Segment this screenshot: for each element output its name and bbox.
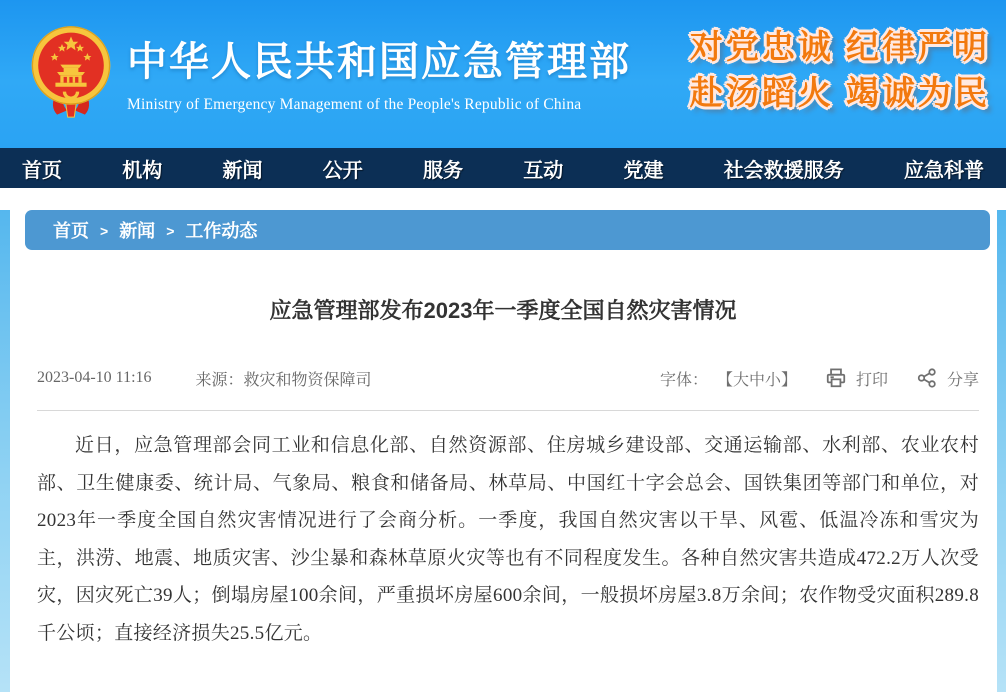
nav-item-social-rescue-services[interactable]: 社会救援服务 bbox=[723, 159, 844, 182]
breadcrumb-current-work-updates[interactable]: 工作动态 bbox=[185, 221, 258, 241]
right-edge-strip bbox=[997, 210, 1006, 692]
breadcrumb-separator: > bbox=[100, 223, 109, 239]
publish-date: 2023-04-10 11:16 bbox=[37, 369, 152, 386]
article-title: 应急管理部发布2023年一季度全国自然灾害情况 bbox=[269, 298, 737, 323]
site-brand bbox=[127, 30, 631, 114]
nav-item-news[interactable]: 新闻 bbox=[222, 159, 263, 182]
share-nodes-icon bbox=[916, 367, 938, 389]
nav-item-emergency-science[interactable]: 应急科普 bbox=[904, 159, 984, 182]
nav-item-party-building[interactable]: 党建 bbox=[623, 159, 664, 182]
content-area bbox=[0, 210, 1006, 692]
national-emblem-svg bbox=[30, 24, 112, 120]
font-size-links[interactable]: 【大中小】 bbox=[716, 371, 797, 389]
site-header bbox=[0, 0, 1006, 148]
source-value: 救灾和物资保障司 bbox=[243, 371, 372, 389]
slogan-banner bbox=[690, 24, 990, 116]
share-label: 分享 bbox=[946, 371, 979, 389]
slogan-line-1: 对党忠诚 纪律严明 bbox=[689, 28, 990, 65]
font-size-control bbox=[660, 367, 797, 390]
printer-icon bbox=[825, 367, 847, 389]
breadcrumb-home[interactable]: 首页 bbox=[53, 221, 89, 241]
article-meta bbox=[37, 366, 979, 390]
print-label: 打印 bbox=[855, 371, 888, 389]
article-paragraph: 近日，应急管理部会同工业和信息化部、自然资源部、住房城乡建设部、交通运输部、水利部、农业农村部、卫生健康委、统计局、气象局、粮食和储备局、林草局、中国红十字会总会、国铁集团等部门和单位，对2023年一季度全国自然灾害情况进行了会商分析。一季度，我国自然灾害以干旱、风雹、低温冷冻和雪灾为主，洪涝、地震、地质灾害、沙尘暴和森林草原火灾等也有不同程度发生。各种自然灾害共造成472.2万人次受灾，因灾死亡39人；倒塌房屋100余间，严重损坏房屋600余间，一般损坏房屋3.8万余间；农作物受灾面积289.8千公顷；直接经济损失25.5亿元。 bbox=[37, 435, 979, 644]
article-source bbox=[196, 367, 372, 390]
breadcrumb-separator: > bbox=[166, 223, 175, 239]
left-edge-strip bbox=[0, 210, 10, 692]
breadcrumb-news[interactable]: 新闻 bbox=[119, 221, 156, 241]
breadcrumb bbox=[25, 210, 990, 250]
slogan-line-2: 赴汤蹈火 竭诚为民 bbox=[689, 74, 990, 111]
nav-item-services[interactable]: 服务 bbox=[423, 159, 463, 182]
font-size-label: 字体： bbox=[659, 371, 708, 389]
main-nav bbox=[0, 148, 1006, 188]
site-subtitle: Ministry of Emergency Management of the People's Republic of China bbox=[127, 96, 582, 113]
site-title: 中华人民共和国应急管理部 bbox=[127, 40, 631, 84]
print-button[interactable] bbox=[825, 367, 888, 390]
source-label: 来源： bbox=[195, 371, 244, 389]
nav-item-organization[interactable]: 机构 bbox=[122, 159, 163, 182]
national-emblem-icon bbox=[30, 24, 112, 125]
nav-item-disclosure[interactable]: 公开 bbox=[322, 159, 363, 182]
share-button[interactable] bbox=[916, 367, 979, 390]
meta-divider bbox=[37, 410, 979, 411]
nav-item-interaction[interactable]: 互动 bbox=[523, 159, 564, 182]
nav-item-home[interactable]: 首页 bbox=[22, 159, 62, 182]
article-tools bbox=[660, 367, 979, 390]
